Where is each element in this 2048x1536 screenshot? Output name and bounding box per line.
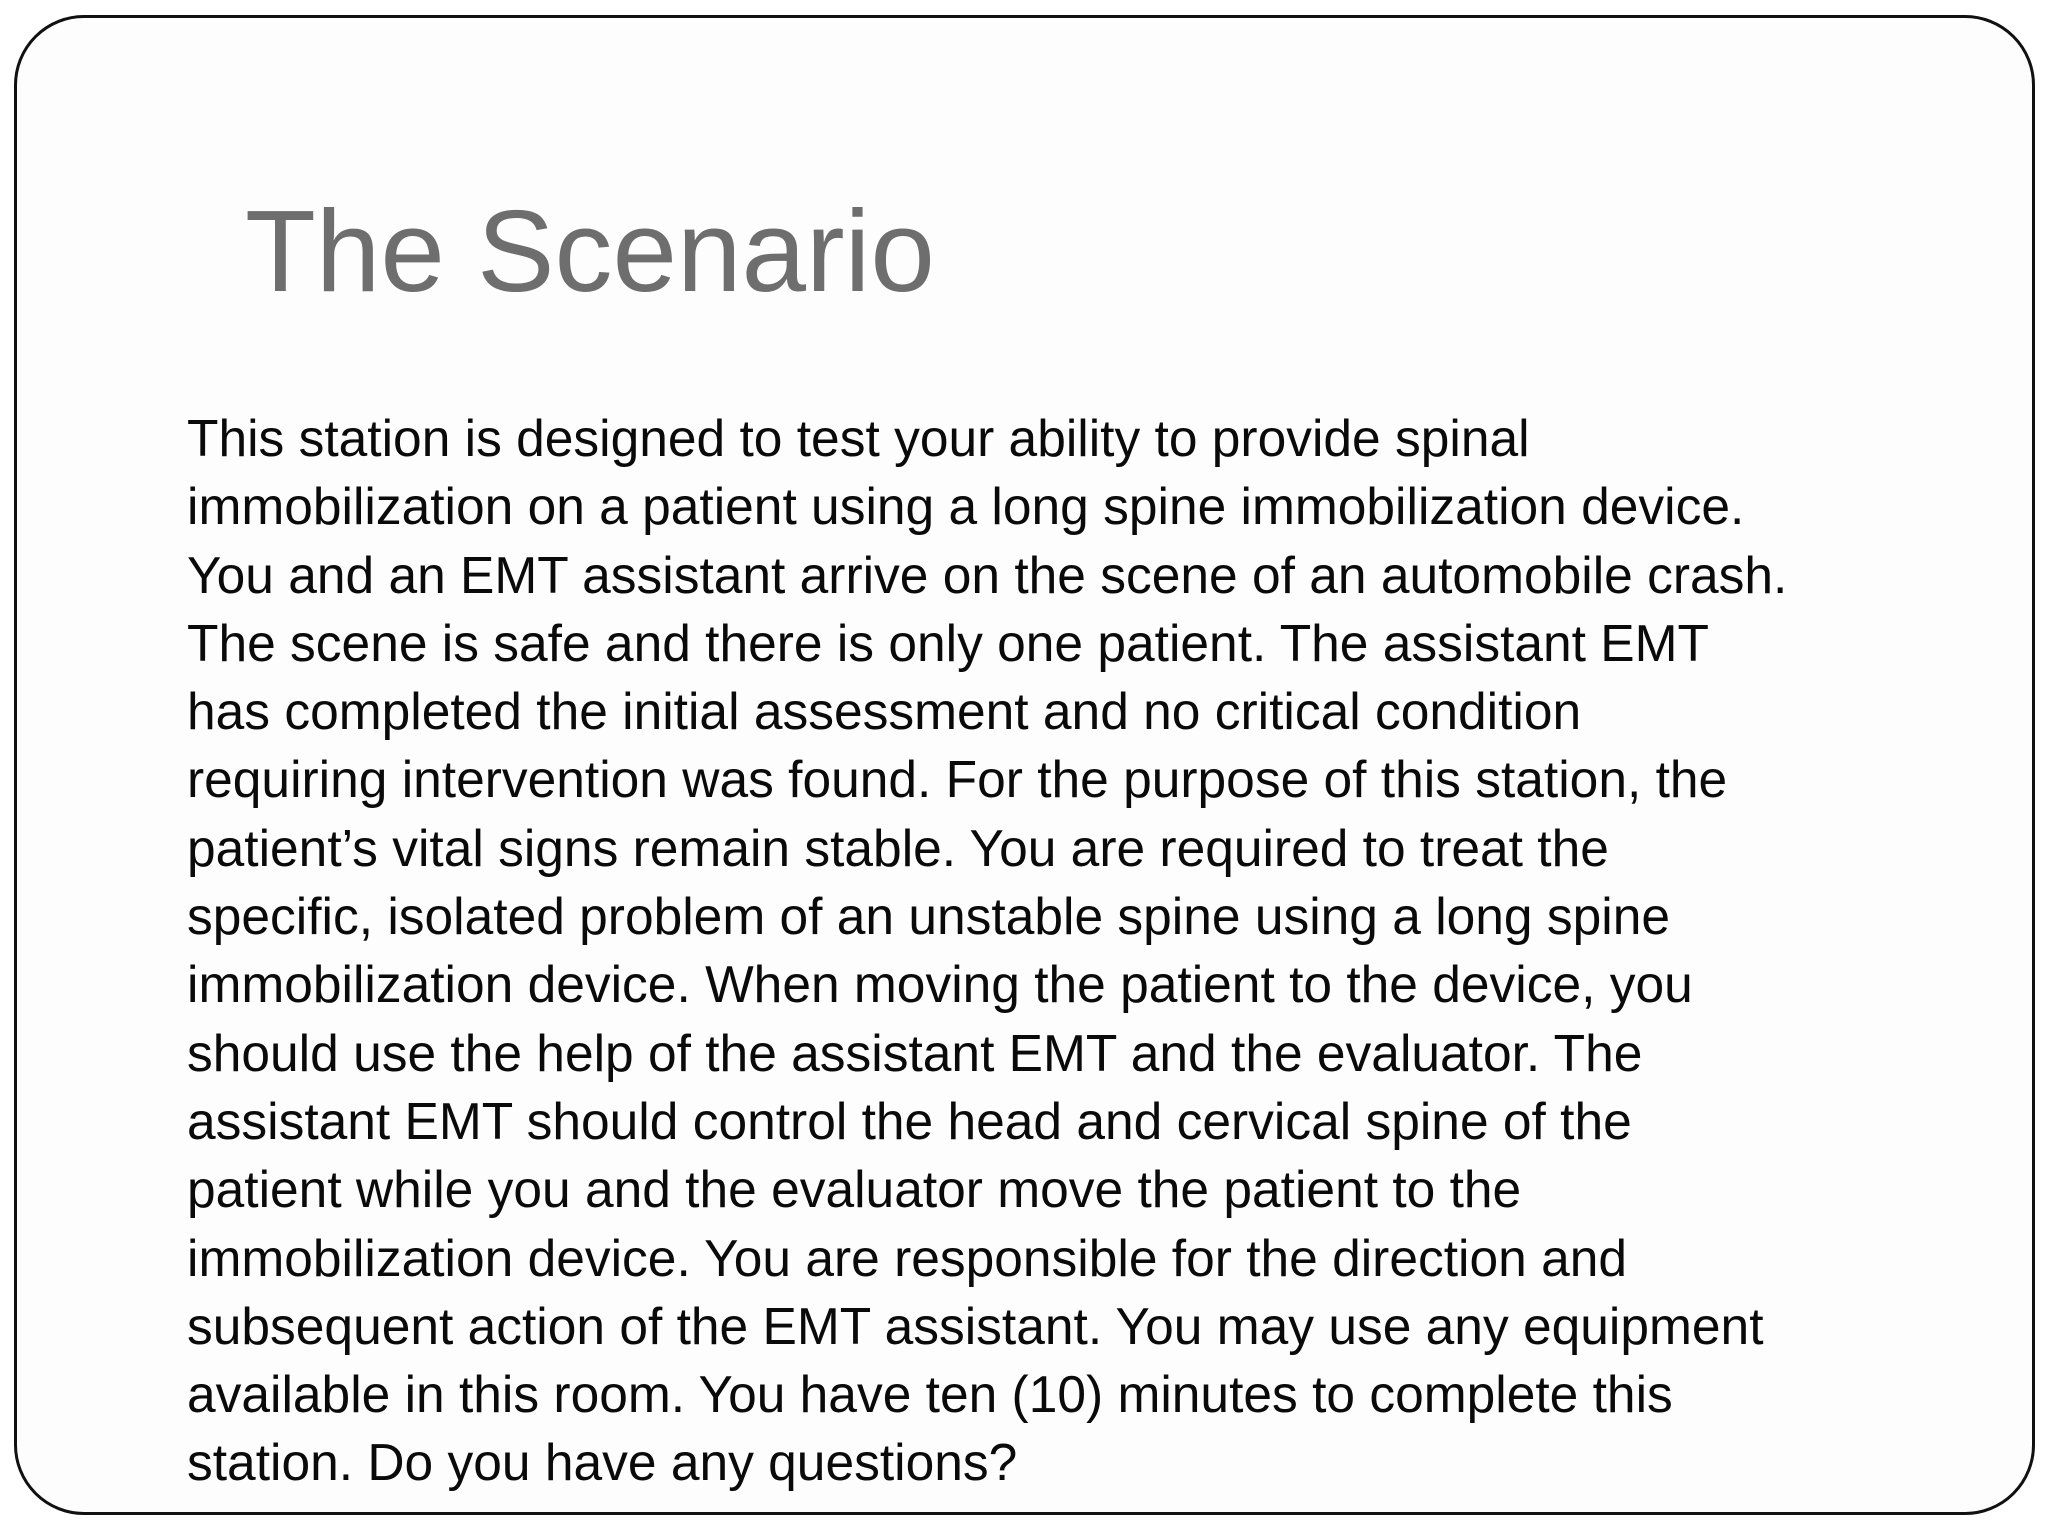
body-line: subsequent action of the EMT assistant. You may use any equipment [187,1296,1764,1355]
body-line: The scene is safe and there is only one patient. The assistant EMT [187,613,1709,672]
slide-title: The Scenario [245,186,935,316]
scenario-body [187,404,1987,1497]
body-line: station. Do you have any questions? [187,1433,1018,1492]
body-line: immobilization on a patient using a long spine immobilization device. [187,477,1745,536]
body-line: specific, isolated problem of an unstable spine using a long spine [187,887,1670,946]
body-line: You and an EMT assistant arrive on the scene of an automobile crash. [187,545,1788,604]
body-line: immobilization device. You are responsible for the direction and [187,1228,1627,1287]
slide-frame [14,15,2035,1515]
body-line: should use the help of the assistant EMT and the evaluator. The [187,1023,1643,1082]
body-line: assistant EMT should control the head and cervical spine of the [187,1091,1632,1150]
body-line: available in this room. You have ten (10) minutes to complete this [187,1365,1673,1424]
body-line: patient while you and the evaluator move the patient to the [187,1160,1522,1219]
body-line: immobilization device. When moving the patient to the device, you [187,955,1693,1014]
body-line: has completed the initial assessment and no critical condition [187,682,1582,741]
body-line: patient’s vital signs remain stable. You are required to treat the [187,818,1609,877]
body-line: This station is designed to test your ability to provide spinal [187,409,1530,467]
body-line: requiring intervention was found. For the purpose of this station, the [187,750,1728,809]
